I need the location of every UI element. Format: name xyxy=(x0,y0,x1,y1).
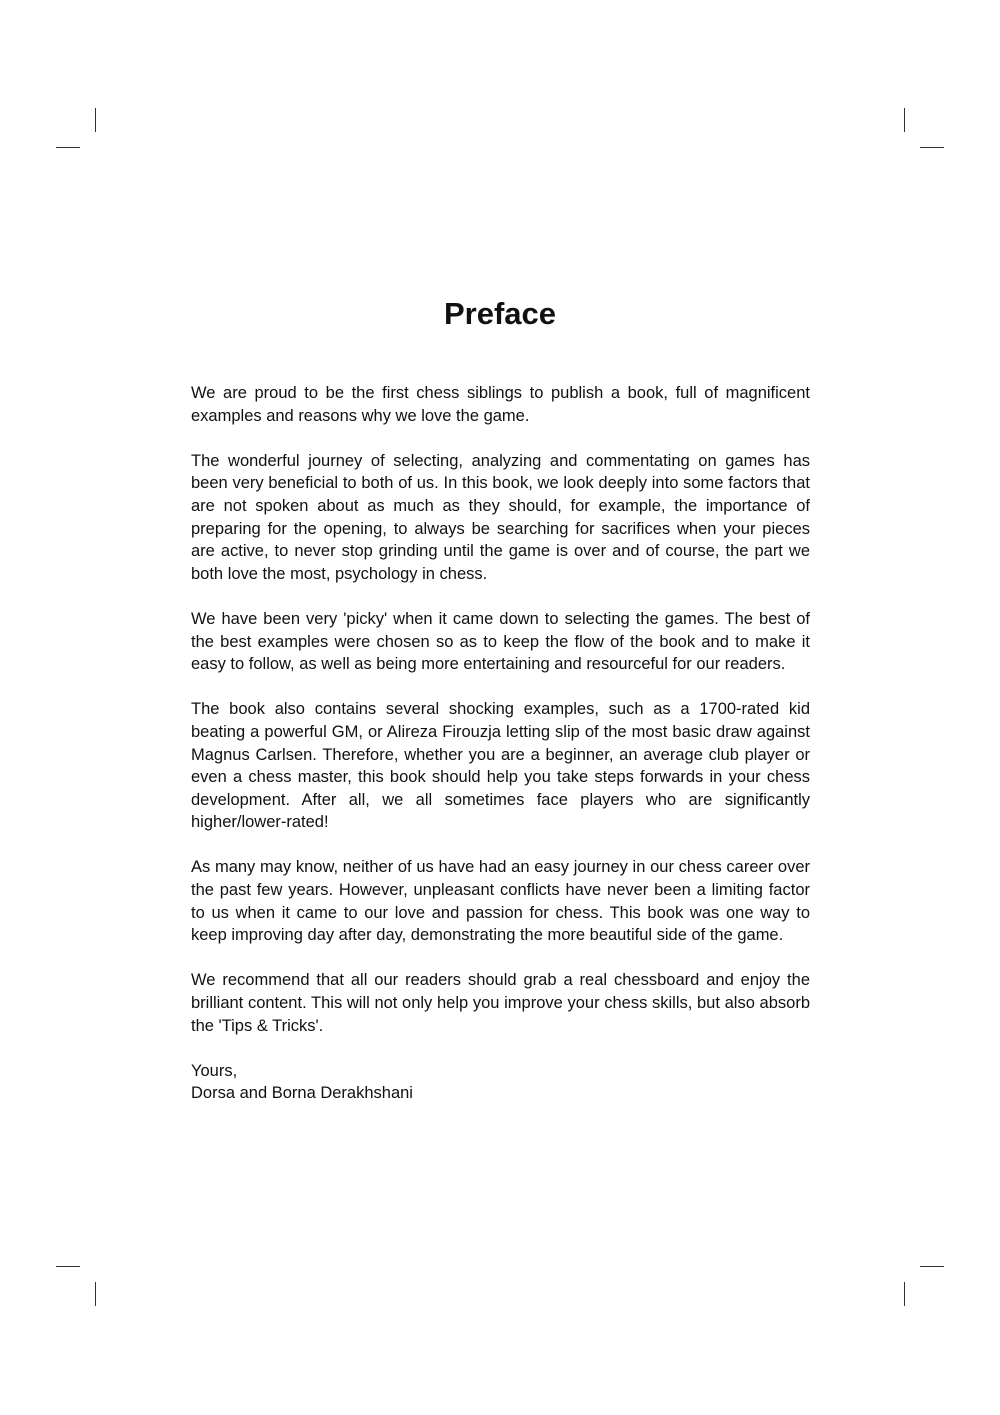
paragraph: We have been very 'picky' when it came down to selecting the games. The best of the best examples were chosen so as to keep the flow of the book and to make it easy to follow, as well as being more entertaining and resourceful for our readers. xyxy=(191,609,810,674)
crop-mark-top-left-horizontal xyxy=(56,147,80,148)
paragraph: The wonderful journey of selecting, analyzing and commentating on games has been very beneficial to both of us. In this book, we look deeply into some factors that are not spoken about as much as they should, for example, the importance of preparing for the opening, to always be searching for sacrifices when your pieces are active, to never stop grinding until the game is over and of course, the part we both love the most, psychology in chess. xyxy=(191,451,810,583)
crop-mark-bottom-right-vertical xyxy=(904,1282,905,1306)
crop-mark-top-right-vertical xyxy=(904,108,905,132)
crop-mark-bottom-left-horizontal xyxy=(56,1266,80,1267)
preface-body xyxy=(191,382,810,1105)
sign-off xyxy=(191,1060,810,1105)
paragraph: We are proud to be the first chess siblings to publish a book, full of magnificent examples and reasons why we love the game. xyxy=(191,384,810,425)
crop-mark-bottom-left-vertical xyxy=(95,1282,96,1306)
paragraph: We recommend that all our readers should grab a real chessboard and enjoy the brilliant content. This will not only help you improve your chess skills, but also absorb the 'Tips & Tricks'. xyxy=(191,971,810,1035)
author-signature: Dorsa and Borna Derakhshani xyxy=(191,1084,413,1103)
page-title: Preface xyxy=(443,296,557,331)
paragraph: The book also contains several shocking examples, such as a 1700-rated kid beating a powerful GM, or Alireza Firouzja letting slip of the most basic draw against Magnus Carlsen. Therefore, whether you are a beginner, an average club player or even a chess master, this book should help you take steps forwards in your chess development. After all, we all sometimes face players who are significantly higher/lower-rated! xyxy=(191,700,810,832)
crop-mark-bottom-right-horizontal xyxy=(920,1266,944,1267)
paragraph: As many may know, neither of us have had an easy journey in our chess career over the past few years. However, unpleasant conflicts have never been a limiting factor to us when it came to our love and passion for chess. This book was one way to keep improving day after day, demonstrating the more beautiful side of the game. xyxy=(191,858,810,945)
closing-line: Yours, xyxy=(191,1061,238,1080)
crop-mark-top-left-vertical xyxy=(95,108,96,132)
crop-mark-top-right-horizontal xyxy=(920,147,944,148)
